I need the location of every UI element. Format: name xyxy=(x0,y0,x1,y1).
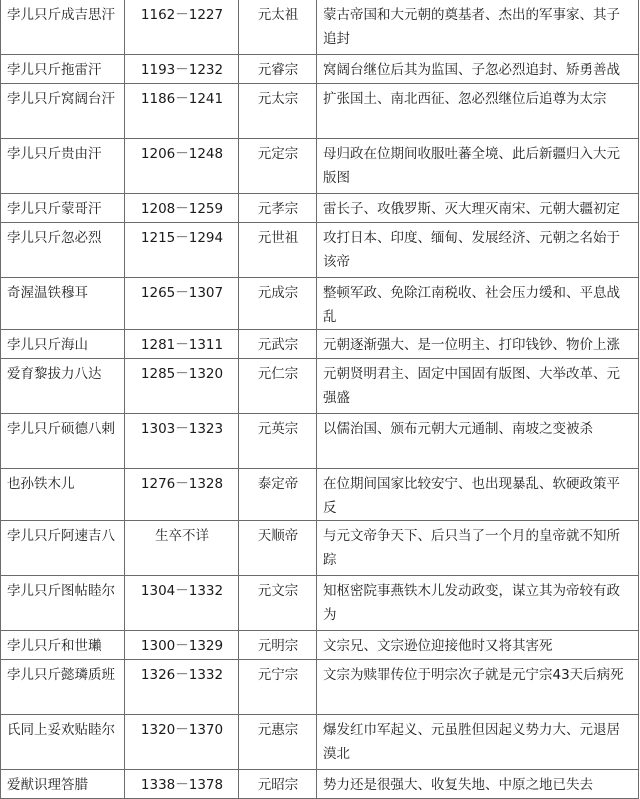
description: 文宗为赎罪传位于明宗次子就是元宁宗43天后病死 xyxy=(317,660,639,715)
emperor-name: 爱育黎拔力八达 xyxy=(1,359,125,414)
lifespan: 1303－1323 xyxy=(125,414,239,469)
description: 元朝逐渐强大、是一位明主、打印钱钞、物价上涨 xyxy=(317,330,639,359)
lifespan: 1265－1307 xyxy=(125,278,239,330)
description: 扩张国土、南北西征、忽必烈继位后追尊为太宗 xyxy=(317,84,639,139)
temple-name: 元明宗 xyxy=(239,631,317,660)
emperor-name: 爱猷识理答腊 xyxy=(1,770,125,799)
lifespan: 1326－1332 xyxy=(125,660,239,715)
emperor-name: 孛儿只斤窝阔台汗 xyxy=(1,84,125,139)
emperor-name: 孛儿只斤忽必烈 xyxy=(1,223,125,278)
temple-name: 元太宗 xyxy=(239,84,317,139)
table-row xyxy=(1,576,639,631)
description: 势力还是很强大、收复失地、中原之地已失去 xyxy=(317,770,639,799)
description: 整顿军政、免除江南税收、社会压力缓和、平息战乱 xyxy=(317,278,639,330)
emperor-name: 孛儿只斤海山 xyxy=(1,330,125,359)
table-row xyxy=(1,139,639,194)
lifespan: 1193－1232 xyxy=(125,55,239,84)
temple-name: 元成宗 xyxy=(239,278,317,330)
lifespan: 1206－1248 xyxy=(125,139,239,194)
temple-name: 泰定帝 xyxy=(239,469,317,521)
description: 以儒治国、颁布元朝大元通制、南坡之变被杀 xyxy=(317,414,639,469)
temple-name: 元睿宗 xyxy=(239,55,317,84)
lifespan: 1276－1328 xyxy=(125,469,239,521)
emperor-name: 奇渥温铁穆耳 xyxy=(1,278,125,330)
emperor-name: 孛儿只斤蒙哥汗 xyxy=(1,194,125,223)
lifespan: 生卒不详 xyxy=(125,521,239,576)
lifespan: 1320－1370 xyxy=(125,715,239,770)
temple-name: 元宁宗 xyxy=(239,660,317,715)
table-row xyxy=(1,278,639,330)
description: 在位期间国家比较安宁、也出现暴乱、软硬政策平反 xyxy=(317,469,639,521)
temple-name: 元定宗 xyxy=(239,139,317,194)
description: 母归政在位期间收服吐蕃全境、此后新疆归入大元版图 xyxy=(317,139,639,194)
lifespan: 1186－1241 xyxy=(125,84,239,139)
table-row xyxy=(1,194,639,223)
table-row xyxy=(1,660,639,715)
lifespan: 1281－1311 xyxy=(125,330,239,359)
emperor-name: 孛儿只斤硕德八剌 xyxy=(1,414,125,469)
table-row xyxy=(1,359,639,414)
lifespan: 1162－1227 xyxy=(125,0,239,55)
table-row xyxy=(1,330,639,359)
lifespan: 1215－1294 xyxy=(125,223,239,278)
temple-name: 天顺帝 xyxy=(239,521,317,576)
description: 爆发红巾军起义、元虽胜但因起义势力大、元退居漠北 xyxy=(317,715,639,770)
lifespan: 1285－1320 xyxy=(125,359,239,414)
emperor-name: 孛儿只斤贵由汗 xyxy=(1,139,125,194)
lifespan: 1338－1378 xyxy=(125,770,239,799)
temple-name: 元武宗 xyxy=(239,330,317,359)
emperor-name: 也孙铁木儿 xyxy=(1,469,125,521)
table-row xyxy=(1,0,639,55)
emperor-name: 孛儿只斤懿璘质班 xyxy=(1,660,125,715)
table-row xyxy=(1,631,639,660)
table-row xyxy=(1,55,639,84)
temple-name: 元文宗 xyxy=(239,576,317,631)
description: 与元文帝争天下、后只当了一个月的皇帝就不知所踪 xyxy=(317,521,639,576)
temple-name: 元世祖 xyxy=(239,223,317,278)
table-row xyxy=(1,770,639,799)
lifespan: 1304－1332 xyxy=(125,576,239,631)
emperor-name: 孛儿只斤阿速吉八 xyxy=(1,521,125,576)
table-row xyxy=(1,521,639,576)
table-row xyxy=(1,469,639,521)
lifespan: 1208－1259 xyxy=(125,194,239,223)
description: 雷长子、攻俄罗斯、灭大理灭南宋、元朝大疆初定 xyxy=(317,194,639,223)
table-row xyxy=(1,84,639,139)
emperor-name: 孛儿只斤成吉思汗 xyxy=(1,0,125,55)
temple-name: 元孝宗 xyxy=(239,194,317,223)
lifespan: 1300－1329 xyxy=(125,631,239,660)
emperor-name: 孛儿只斤拖雷汗 xyxy=(1,55,125,84)
description: 元朝贤明君主、固定中国固有版图、大举改革、元强盛 xyxy=(317,359,639,414)
table-row xyxy=(1,223,639,278)
description: 攻打日本、印度、缅甸、发展经济、元朝之名始于该帝 xyxy=(317,223,639,278)
table-row xyxy=(1,715,639,770)
temple-name: 元英宗 xyxy=(239,414,317,469)
temple-name: 元昭宗 xyxy=(239,770,317,799)
temple-name: 元太祖 xyxy=(239,0,317,55)
emperor-name: 孛儿只斤图帖睦尔 xyxy=(1,576,125,631)
emperor-name: 孛儿只斤和世瓎 xyxy=(1,631,125,660)
description: 蒙古帝国和大元朝的奠基者、杰出的军事家、其子追封 xyxy=(317,0,639,55)
description: 窝阔台继位后其为监国、子忽必烈追封、矫勇善战 xyxy=(317,55,639,84)
table-row xyxy=(1,414,639,469)
temple-name: 元仁宗 xyxy=(239,359,317,414)
emperor-name: 氏同上妥欢贴睦尔 xyxy=(1,715,125,770)
description: 知枢密院事燕铁木儿发动政变，谋立其为帝较有政为 xyxy=(317,576,639,631)
temple-name: 元惠宗 xyxy=(239,715,317,770)
description: 文宗兄、文宗逊位迎接他时又将其害死 xyxy=(317,631,639,660)
